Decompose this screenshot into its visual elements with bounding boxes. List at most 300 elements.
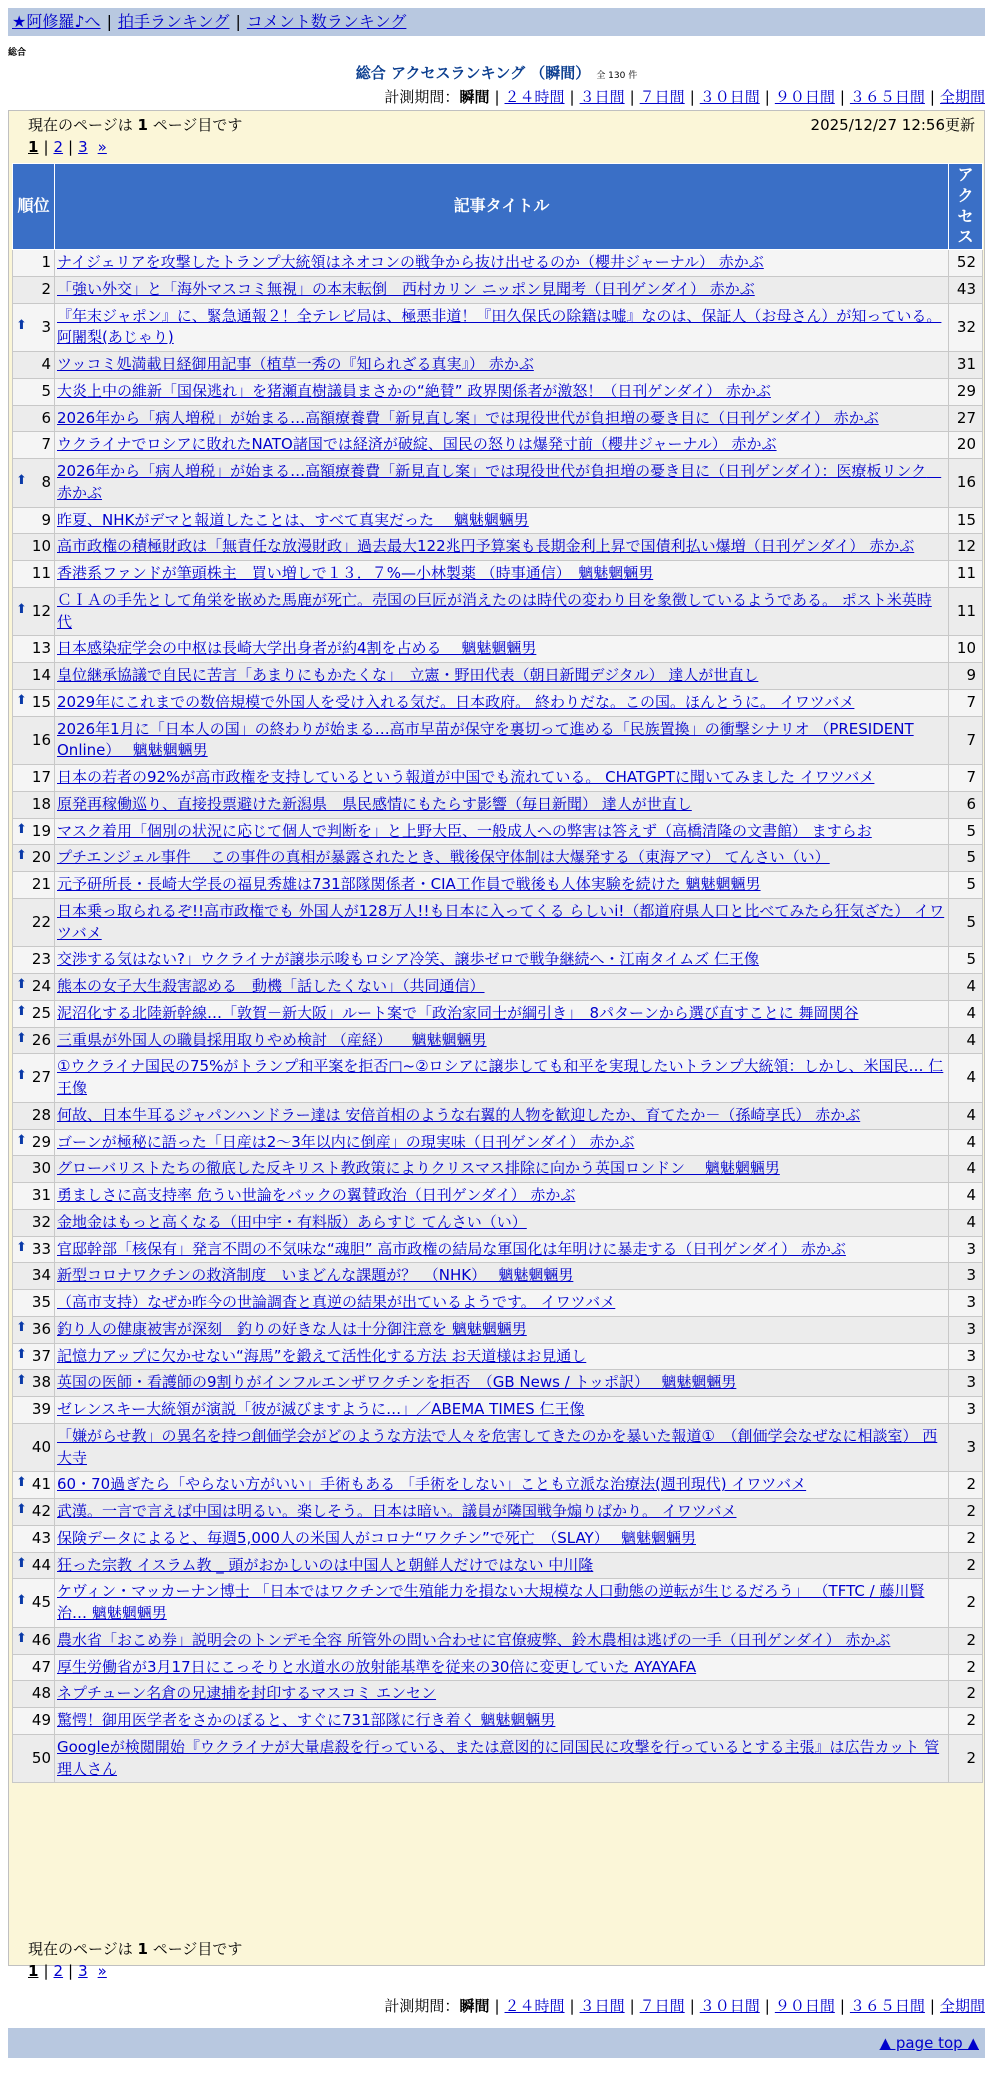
access-count: 5 — [949, 845, 983, 872]
access-count: 2 — [949, 1552, 983, 1579]
access-count: 4 — [949, 1156, 983, 1183]
rank-number: 33 — [31, 1239, 51, 1258]
period-link[interactable]: ９０日間 — [774, 88, 835, 106]
rank-number: 28 — [31, 1105, 51, 1124]
table-row — [13, 1552, 983, 1579]
table-header-row — [13, 164, 983, 250]
access-count: 5 — [949, 818, 983, 845]
total-count: 全 130 件 — [596, 71, 638, 81]
access-count: 7 — [949, 765, 983, 792]
table-row — [13, 276, 983, 303]
rank-cell — [13, 1370, 55, 1397]
rank-cell — [13, 432, 55, 459]
rank-number: 26 — [31, 1030, 51, 1049]
article-link[interactable]: Googleが検閲開始『ウクライナが大量虐殺を行っている、または意図的に同国民に攻撃を行っているとする主張』は広告カット 管理人さん — [57, 1737, 940, 1778]
article-link[interactable]: 官邸幹部「核保有」発言不問の不気味な“魂胆” 高市政権の結局な軍国化は年明けに暴走する（日刊ゲンダイ） 赤かぶ — [57, 1239, 846, 1258]
article-link[interactable]: 高市政権の積極財政は「無責任な放漫財政」過去最大122兆円予算案も長期金利上昇で国債利払い爆増（日刊ゲンダイ） 赤かぶ — [57, 537, 915, 556]
access-count: 43 — [949, 276, 983, 303]
title-cell — [55, 459, 949, 508]
pager-link[interactable]: 2 — [53, 138, 64, 156]
page-title-line — [8, 62, 985, 83]
title-cell — [55, 1027, 949, 1054]
rank-cell — [13, 1027, 55, 1054]
title-cell — [55, 250, 949, 277]
rank-up-arrow-icon: ⬆ — [16, 1502, 27, 1518]
access-count: 15 — [949, 507, 983, 534]
period-label: 計測期間： — [384, 88, 460, 106]
rank-cell — [13, 1290, 55, 1317]
title-cell — [55, 1209, 949, 1236]
title-cell — [55, 1054, 949, 1103]
article-link[interactable]: 新型コロナワクチンの救済制度 いまどんな課題が？ （NHK） 魑魅魍魎男 — [57, 1266, 574, 1285]
title-cell — [55, 1627, 949, 1654]
table-row — [13, 818, 983, 845]
article-link[interactable]: マスク着用「個別の状況に応じて個人で判断を」と上野大臣、一般成人への弊害は答えず（高橋清隆の文書館） ますらお — [57, 821, 872, 840]
title-cell — [55, 689, 949, 716]
table-row — [13, 561, 983, 588]
access-count: 4 — [949, 1000, 983, 1027]
rank-up-arrow-icon: ⬆ — [16, 1239, 27, 1255]
table-row — [13, 1102, 983, 1129]
rank-header: 順位 — [13, 164, 55, 250]
rank-number: 48 — [31, 1684, 51, 1703]
page-title: 総合 アクセスランキング （瞬間） — [355, 64, 591, 82]
article-link[interactable]: 昨夏、NHKがデマと報道したことは、すべて真実だった 魑魅魍魎男 — [57, 510, 529, 529]
rank-cell — [13, 1499, 55, 1526]
article-link[interactable]: 釣り人の健康被害が深刻 釣りの好きな人は十分御注意を 魑魅魍魎男 — [57, 1319, 527, 1338]
table-row — [13, 974, 983, 1001]
table-row — [13, 507, 983, 534]
period-separator: | — [929, 88, 935, 106]
access-count: 3 — [949, 1343, 983, 1370]
rank-cell — [13, 716, 55, 765]
article-link[interactable]: ケヴィン・マッカーナン博士 「日本ではワクチンで生殖能力を損ない大規模な人口動態の逆転が生じるだろう」 （TFTC / 藤川賢治… 魑魅魍魎男 — [57, 1582, 925, 1623]
nav-separator: | — [106, 12, 112, 31]
title-cell — [55, 1552, 949, 1579]
rank-cell — [13, 947, 55, 974]
rank-cell — [13, 1054, 55, 1103]
period-separator: | — [764, 88, 770, 106]
table-row — [13, 1627, 983, 1654]
rank-cell — [13, 378, 55, 405]
access-count: 5 — [949, 947, 983, 974]
article-link[interactable]: 三重県が外国人の職員採用取りやめ検討 （産経） 魑魅魍魎男 — [57, 1030, 487, 1049]
access-count: 12 — [949, 534, 983, 561]
article-link[interactable]: 記憶力アップに欠かせない“海馬”を鍛えて活性化する方法 お天道様はお見通し — [57, 1346, 587, 1365]
rank-cell — [13, 1316, 55, 1343]
title-cell — [55, 303, 949, 352]
page-info-suffix: ページ目です — [147, 116, 243, 134]
rank-number: 8 — [41, 473, 51, 492]
period-label: 計測期間： — [384, 1997, 460, 2015]
article-link[interactable]: 金地金はもっと高くなる（田中宇・有料版）あらすじ てんさい（い） — [57, 1212, 527, 1231]
article-link[interactable]: ①ウクライナ国民の75%がトランプ和平案を拒否□~②ロシアに譲歩しても和平を実現したいトランプ大統領：しかし、米国民… 仁王像 — [57, 1057, 944, 1098]
rank-number: 17 — [31, 768, 51, 787]
pager-separator: | — [43, 1962, 49, 1980]
rank-cell — [13, 1102, 55, 1129]
period-separator: | — [839, 88, 845, 106]
page-info-prefix: 現在のページは — [28, 1940, 138, 1958]
table-row — [13, 587, 983, 636]
period-link[interactable]: ７日間 — [639, 1997, 685, 2015]
period-current: 瞬間 — [459, 1997, 490, 2015]
rank-cell — [13, 1236, 55, 1263]
rank-cell — [13, 689, 55, 716]
rank-up-arrow-icon: ⬆ — [16, 1003, 27, 1019]
article-link[interactable]: 2026年から「病人増税」が始まる…高額療養費「新見直し案」では現役世代が負担増の憂き目に（日刊ゲンダイ） 赤かぶ — [57, 408, 879, 427]
article-link[interactable]: グローバリストたちの徹底した反キリスト教政策によりクリスマス排除に向かう英国ロンドン 魑魅魍魎男 — [57, 1159, 780, 1178]
article-link[interactable]: 香港系ファンドが筆頭株主 買い増しで１３．７%—小林製薬 （時事通信） 魑魅魍魎男 — [57, 564, 654, 583]
table-row — [13, 1472, 983, 1499]
title-cell — [55, 1102, 949, 1129]
rank-number: 12 — [31, 601, 51, 620]
table-row — [13, 378, 983, 405]
rank-cell — [13, 1552, 55, 1579]
rank-cell — [13, 845, 55, 872]
access-count: 2 — [949, 1681, 983, 1708]
article-link[interactable]: 日本乗っ取られるぞ!!高市政権でも 外国人が128万人!!も日本に入ってくる らしいi!（都道府県人口と比べてみたら狂気ざた） イワツバメ — [57, 901, 945, 942]
rank-up-arrow-icon: ⬆ — [16, 1555, 27, 1571]
article-link[interactable]: 交渉する気はない?」ウクライナが譲歩示唆もロシア冷笑、譲歩ゼロで戦争継続へ・江南タイムズ 仁王像 — [57, 950, 759, 969]
title-cell — [55, 898, 949, 947]
access-count: 4 — [949, 1183, 983, 1210]
period-selector-top — [384, 86, 985, 107]
table-row — [13, 1209, 983, 1236]
article-link[interactable]: 狂った宗教 イスラム教 _ 頭がおかしいのは中国人と朝鮮人だけではない 中川隆 — [57, 1555, 594, 1574]
article-link[interactable]: 2026年1月に「日本人の国」の終わりが始まる…高市早苗が保守を裏切って進める「民族置換」の衝撃シナリオ （PRESIDENT Online） 魑魅魍魎男 — [57, 719, 914, 760]
access-count: 52 — [949, 250, 983, 277]
article-link[interactable]: 2029年にこれまでの数倍規模で外国人を受け入れる気だ。日本政府。 終わりだな。この国。ほんとうに。 イワツバメ — [57, 692, 855, 711]
period-separator: | — [929, 1997, 935, 2015]
table-row — [13, 534, 983, 561]
rank-number: 3 — [41, 317, 51, 336]
rank-cell — [13, 1579, 55, 1628]
rank-number: 22 — [31, 912, 51, 931]
article-link[interactable]: 厚生労働省が3月17日にこっそりと水道水の放射能基準を従来の30倍に変更していた AYAYAFA — [57, 1657, 697, 1676]
rank-number: 10 — [31, 537, 51, 556]
article-link[interactable]: 皇位継承協議で自民に苦言「あまりにもかたくな」 立憲・野田代表（朝日新聞デジタル） 達人が世直し — [57, 666, 759, 685]
access-count: 5 — [949, 898, 983, 947]
access-count: 31 — [949, 352, 983, 379]
rank-number: 45 — [31, 1593, 51, 1612]
top-nav-bar — [8, 8, 985, 36]
period-link[interactable]: 全期間 — [939, 88, 985, 106]
rank-cell — [13, 534, 55, 561]
rank-number: 18 — [31, 794, 51, 813]
access-count: 2 — [949, 1525, 983, 1552]
rank-number: 35 — [31, 1293, 51, 1312]
rank-number: 38 — [31, 1373, 51, 1392]
access-count: 4 — [949, 1209, 983, 1236]
period-link[interactable]: 全期間 — [939, 1997, 985, 2015]
rank-up-arrow-icon: ⬆ — [16, 1373, 27, 1389]
rank-cell — [13, 250, 55, 277]
table-row — [13, 1499, 983, 1526]
access-count: 11 — [949, 587, 983, 636]
rank-cell — [13, 1397, 55, 1424]
rank-cell — [13, 663, 55, 690]
rank-number: 30 — [31, 1159, 51, 1178]
page-info-prefix: 現在のページは — [28, 116, 138, 134]
access-count: 32 — [949, 303, 983, 352]
access-count: 3 — [949, 1290, 983, 1317]
period-link[interactable]: ３日間 — [579, 1997, 625, 2015]
table-row — [13, 765, 983, 792]
rank-number: 9 — [41, 510, 51, 529]
title-cell — [55, 534, 949, 561]
rank-cell — [13, 636, 55, 663]
rank-up-arrow-icon: ⬆ — [16, 317, 27, 333]
article-link[interactable]: 2026年から「病人増税」が始まる…高額療養費「新見直し案」では現役世代が負担増の憂き目に（日刊ゲンダイ）：医療板リンク 赤かぶ — [57, 462, 942, 502]
pager-top — [28, 138, 107, 156]
article-link[interactable]: ネプチューン名倉の兄逮捕を封印するマスコミ エンセン — [57, 1684, 437, 1703]
rank-cell — [13, 872, 55, 899]
article-link[interactable]: 勇ましさに高支持率 危うい世論をバックの翼賛政治（日刊ゲンダイ） 赤かぶ — [57, 1186, 576, 1205]
article-link[interactable]: （高市支持）なぜか昨今の世論調査と真逆の結果が出ているようです。 イワツバメ — [57, 1293, 616, 1312]
rank-number: 50 — [31, 1748, 51, 1767]
title-cell — [55, 561, 949, 588]
rank-cell — [13, 1423, 55, 1472]
access-count: 6 — [949, 791, 983, 818]
period-link[interactable]: ２４時間 — [504, 1997, 565, 2015]
title-cell — [55, 1681, 949, 1708]
table-row — [13, 1263, 983, 1290]
article-link[interactable]: 保険データによると、毎週5,000人の米国人がコロナ“ワクチン”で死亡 （SLAY） 魑魅魍魎男 — [57, 1528, 696, 1547]
title-cell — [55, 1129, 949, 1156]
period-separator: | — [689, 1997, 695, 2015]
rank-number: 16 — [31, 730, 51, 749]
page-info-suffix: ページ目です — [147, 1940, 243, 1958]
pager-next-link[interactable]: » — [97, 1962, 107, 1980]
rank-up-arrow-icon: ⬆ — [16, 1068, 27, 1084]
title-cell — [55, 1708, 949, 1735]
access-count: 4 — [949, 1027, 983, 1054]
access-count: 7 — [949, 689, 983, 716]
article-link[interactable]: 何故、日本牛耳るジャパンハンドラー達は 安倍首相のような右翼的人物を歓迎したか、育てたか－（孫崎享氏） 赤かぶ — [57, 1105, 861, 1124]
rank-cell — [13, 974, 55, 1001]
table-row — [13, 1000, 983, 1027]
rank-up-arrow-icon: ⬆ — [16, 692, 27, 708]
rank-number: 31 — [31, 1186, 51, 1205]
article-link[interactable]: プチエンジェル事件 この事件の真相が暴露されたとき、戦後保守体制は大爆発する（東海アマ） てんさい（い） — [57, 848, 830, 867]
access-count: 2 — [949, 1734, 983, 1783]
rank-cell — [13, 818, 55, 845]
table-row — [13, 1654, 983, 1681]
rank-number: 11 — [31, 564, 51, 583]
access-count: 10 — [949, 636, 983, 663]
access-count: 3 — [949, 1397, 983, 1424]
bottom-bar — [8, 2028, 985, 2058]
rank-cell — [13, 1156, 55, 1183]
title-cell — [55, 1734, 949, 1783]
table-row — [13, 1397, 983, 1424]
title-cell — [55, 636, 949, 663]
access-count: 2 — [949, 1708, 983, 1735]
rank-number: 2 — [41, 279, 51, 298]
table-row — [13, 1027, 983, 1054]
article-link[interactable]: 熊本の女子大生殺害認める 動機「話したくない」（共同通信） — [57, 977, 485, 996]
pager-link[interactable]: 3 — [78, 138, 88, 156]
rank-number: 34 — [31, 1266, 51, 1285]
pager-current: 1 — [28, 1962, 39, 1980]
access-count: 4 — [949, 1129, 983, 1156]
rank-number: 20 — [31, 848, 51, 867]
comment-ranking-link[interactable]: コメント数ランキング — [246, 12, 407, 31]
table-row — [13, 250, 983, 277]
title-cell — [55, 1525, 949, 1552]
title-cell — [55, 1316, 949, 1343]
rank-number: 19 — [31, 821, 51, 840]
access-count: 20 — [949, 432, 983, 459]
table-row — [13, 716, 983, 765]
article-link[interactable]: 60・70過ぎたら「やらない方がいい」手術もある 「手術をしない」ことも立派な治療法(週刊現代) イワツバメ — [57, 1475, 807, 1494]
rank-cell — [13, 276, 55, 303]
pager-separator: | — [68, 1962, 74, 1980]
rank-number: 46 — [31, 1630, 51, 1649]
article-link[interactable]: 原発再稼働巡り、直接投票避けた新潟県 県民感情にもたらす影響（毎日新聞） 達人が世直し — [57, 794, 692, 813]
period-link[interactable]: ３０日間 — [699, 1997, 760, 2015]
rank-number: 24 — [31, 977, 51, 996]
rank-number: 40 — [31, 1437, 51, 1456]
table-row — [13, 845, 983, 872]
rank-number: 7 — [41, 435, 51, 454]
period-link[interactable]: ３０日間 — [699, 88, 760, 106]
title-cell — [55, 947, 949, 974]
section-label: 総合 — [8, 48, 27, 58]
rank-number: 13 — [31, 639, 51, 658]
period-separator: | — [569, 88, 575, 106]
title-cell — [55, 1000, 949, 1027]
article-link[interactable]: 元予研所長・長崎大学長の福見秀雄は731部隊関係者・CIA工作員で戦後も人体実験を続けた 魑魅魍魎男 — [57, 875, 761, 894]
rank-cell — [13, 1263, 55, 1290]
rank-number: 25 — [31, 1003, 51, 1022]
page-info-bottom — [28, 1938, 242, 1959]
table-row — [13, 432, 983, 459]
article-link[interactable]: ツッコミ処満載日経御用記事（植草一秀の『知られざる真実』） 赤かぶ — [57, 355, 534, 374]
nav-separator: | — [235, 12, 241, 31]
access-count: 4 — [949, 974, 983, 1001]
rank-cell — [13, 1183, 55, 1210]
access-header: アクセス — [949, 164, 983, 250]
table-row — [13, 1681, 983, 1708]
article-link[interactable]: 『年末ジャポン』に、緊急通報２！全テレビ局は、極悪非道！『田久保氏の除籍は嘘』なのは、保証人（お母さん）が知っている。 阿闍梨(あじゃり) — [57, 306, 942, 347]
rank-number: 43 — [31, 1528, 51, 1547]
table-row — [13, 459, 983, 508]
title-cell — [55, 587, 949, 636]
article-link[interactable]: ゴーンが極秘に語った「日産は2～3年以内に倒産」の現実味（日刊ゲンダイ） 赤かぶ — [57, 1132, 635, 1151]
title-cell — [55, 1472, 949, 1499]
article-link[interactable]: 英国の医師・看護師の9割りがインフルエンザワクチンを拒否 （GB News / トッポ訳） 魑魅魍魎男 — [57, 1373, 737, 1392]
rank-cell — [13, 1654, 55, 1681]
title-cell — [55, 1654, 949, 1681]
table-row — [13, 1129, 983, 1156]
period-separator: | — [629, 88, 635, 106]
article-link[interactable]: 農水省「おこめ券」説明会のトンデモ全容 所管外の問い合わせに官僚疲弊、鈴木農相は逃げの一手（日刊ゲンダイ） 赤かぶ — [57, 1630, 891, 1649]
title-cell — [55, 378, 949, 405]
rank-up-arrow-icon: ⬆ — [16, 1346, 27, 1362]
title-cell — [55, 791, 949, 818]
article-link[interactable]: 驚愕！御用医学者をさかのぼると、すぐに731部隊に行き着く 魑魅魍魎男 — [57, 1711, 556, 1730]
access-count: 3 — [949, 1370, 983, 1397]
table-row — [13, 1183, 983, 1210]
table-row — [13, 303, 983, 352]
home-link[interactable]: ★阿修羅♪へ — [12, 12, 101, 31]
period-link[interactable]: ３６５日間 — [849, 1997, 925, 2015]
pager-next-link[interactable]: » — [97, 138, 107, 156]
period-link[interactable]: ２４時間 — [504, 88, 565, 106]
access-count: 2 — [949, 1472, 983, 1499]
access-count: 16 — [949, 459, 983, 508]
article-link[interactable]: ゼレンスキー大統領が演説「彼が滅びますように…」／ABEMA TIMES 仁王像 — [57, 1400, 585, 1419]
rank-number: 29 — [31, 1132, 51, 1151]
period-separator: | — [494, 1997, 500, 2015]
article-link[interactable]: 大炎上中の維新「国保逃れ」を猪瀬直樹議員まさかの“絶賛” 政界関係者が激怒！（日刊ゲンダイ） 赤かぶ — [57, 381, 771, 400]
period-current: 瞬間 — [459, 88, 490, 106]
rank-number: 47 — [31, 1657, 51, 1676]
period-link[interactable]: ７日間 — [639, 88, 685, 106]
page-top-link[interactable]: ▲ page top ▲ — [879, 2034, 979, 2052]
article-link[interactable]: 日本感染症学会の中枢は長崎大学出身者が約4割を占める 魑魅魍魎男 — [57, 639, 537, 658]
title-cell — [55, 1499, 949, 1526]
period-link[interactable]: ３６５日間 — [849, 88, 925, 106]
title-cell — [55, 765, 949, 792]
article-link[interactable]: 日本の若者の92%が高市政権を支持しているという報道が中国でも流れている。 CHATGPTに聞いてみました イワツバメ — [57, 768, 875, 787]
rank-number: 32 — [31, 1212, 51, 1231]
title-cell — [55, 1423, 949, 1472]
table-row — [13, 405, 983, 432]
rank-cell — [13, 1343, 55, 1370]
table-row — [13, 872, 983, 899]
title-header: 記事タイトル — [55, 164, 949, 250]
title-cell — [55, 1579, 949, 1628]
article-link[interactable]: 武漢。一言で言えば中国は明るい。楽しそう。日本は暗い。議員が隣国戦争煽りばかり。 イワツバメ — [57, 1502, 737, 1521]
article-link[interactable]: 泥沼化する北陸新幹線…「敦賀－新大阪」ルート案で「政治家同士が綱引き」 8パターンから選び直すことに 舞岡関谷 — [57, 1003, 859, 1022]
rank-number: 44 — [31, 1555, 51, 1574]
rank-cell — [13, 765, 55, 792]
table-row — [13, 1343, 983, 1370]
rank-number: 42 — [31, 1502, 51, 1521]
rank-number: 5 — [41, 381, 51, 400]
rank-cell — [13, 459, 55, 508]
table-row — [13, 663, 983, 690]
table-row — [13, 1423, 983, 1472]
period-link[interactable]: ９０日間 — [774, 1997, 835, 2015]
access-count: 3 — [949, 1263, 983, 1290]
article-link[interactable]: ＣＩＡの手先として角栄を嵌めた馬鹿が死亡。売国の巨匠が消えたのは時代の変わり目を象徴しているようである。 ポスト米英時代 — [57, 590, 932, 631]
rank-cell — [13, 405, 55, 432]
access-count: 29 — [949, 378, 983, 405]
table-row — [13, 1290, 983, 1317]
article-link[interactable]: 「強い外交」と「海外マスコミ無視」の本末転倒 西村カリン ニッポン見聞考（日刊ゲンダイ） 赤かぶ — [57, 279, 755, 298]
table-row — [13, 689, 983, 716]
access-count: 7 — [949, 716, 983, 765]
access-count: 27 — [949, 405, 983, 432]
pager-link[interactable]: 2 — [53, 1962, 64, 1980]
rank-up-arrow-icon: ⬆ — [16, 1132, 27, 1148]
period-separator: | — [839, 1997, 845, 2015]
title-cell — [55, 276, 949, 303]
page-info-number: 1 — [137, 1940, 148, 1958]
rank-cell — [13, 1129, 55, 1156]
article-link[interactable]: ナイジェリアを攻撃したトランプ大統領はネオコンの戦争から抜け出せるのか（櫻井ジャーナル） 赤かぶ — [57, 253, 764, 272]
article-link[interactable]: 「嫌がらせ教」の異名を持つ創価学会がどのような方法で人々を危害してきたのかを暴いた報道① （創価学会なぜなに相談室） 西大寺 — [57, 1426, 938, 1467]
title-cell — [55, 872, 949, 899]
pager-link[interactable]: 3 — [78, 1962, 88, 1980]
period-link[interactable]: ３日間 — [579, 88, 625, 106]
article-link[interactable]: ウクライナでロシアに敗れたNATO諸国では経済が破綻、国民の怒りは爆発寸前（櫻井ジャーナル） 赤かぶ — [57, 435, 777, 454]
clap-ranking-link[interactable]: 拍手ランキング — [117, 12, 230, 31]
title-cell — [55, 1343, 949, 1370]
